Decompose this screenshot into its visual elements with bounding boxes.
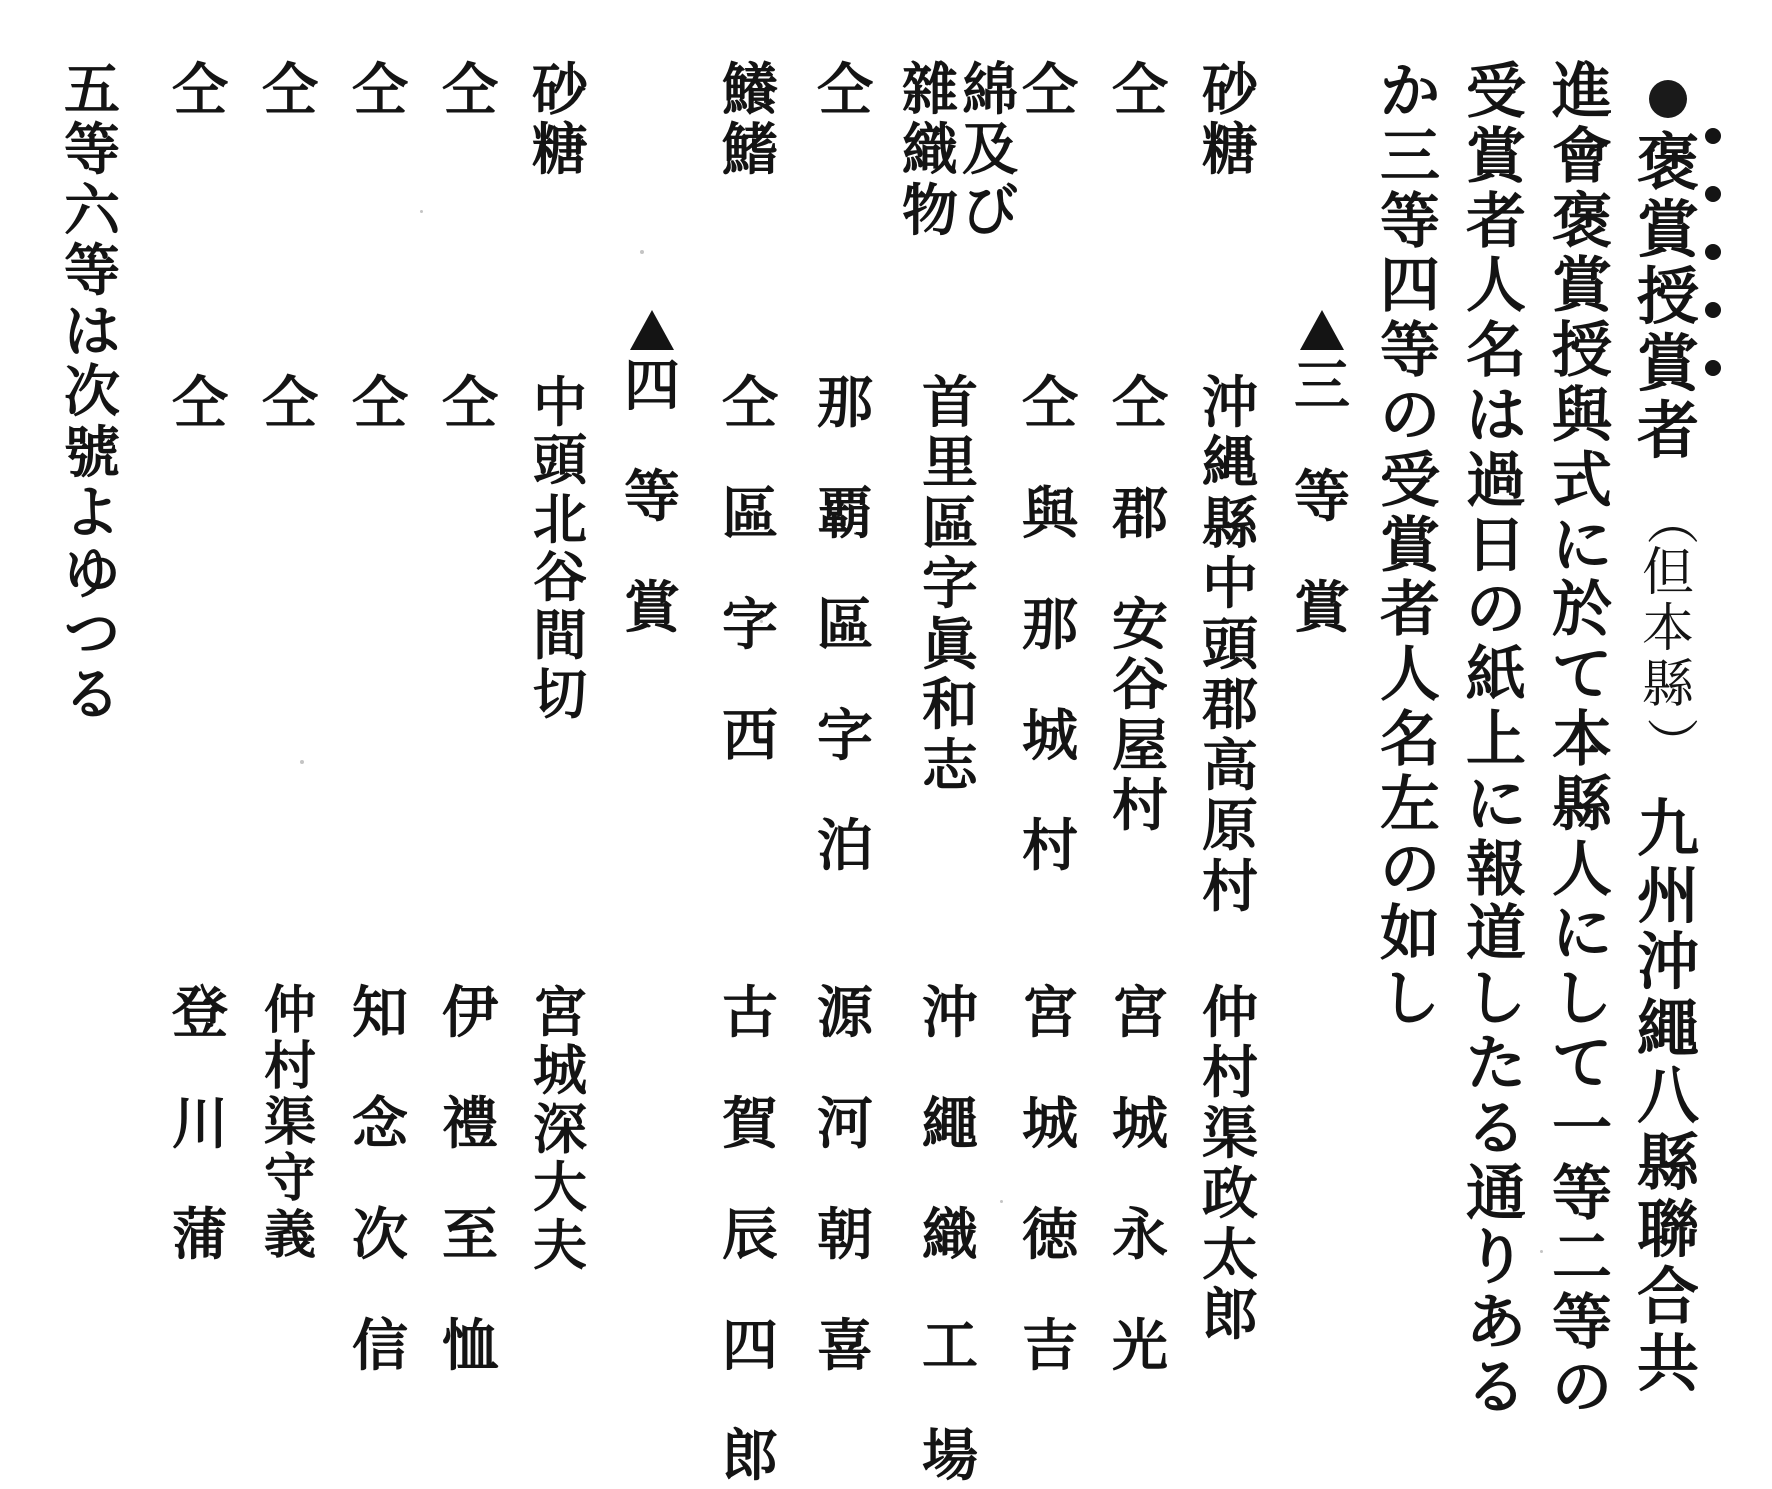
print-speck (420, 210, 423, 213)
entry-place: 首 里 區 字 眞 和 志 (922, 370, 978, 799)
emphasis-dot (1705, 128, 1721, 144)
article-heading-column (1636, 80, 1700, 1400)
entry-item: 仝 (352, 57, 408, 123)
entry-name: 源 河 朝 喜 (817, 980, 873, 1379)
heading-bullet-icon (1649, 80, 1687, 118)
footer-note: 五 等 六 等 は 次 號 よ ゆ つ る (64, 57, 120, 728)
entry-name: 宮 城 永 光 (1112, 980, 1168, 1379)
entry-item: 仝 (172, 57, 228, 123)
triangle-marker-icon (630, 310, 674, 350)
emphasis-dots (1705, 128, 1721, 376)
section-third-prize (1290, 310, 1354, 640)
triangle-marker-icon (1300, 310, 1344, 350)
entry-place: 仝 與 那 城 村 (1022, 370, 1078, 880)
emphasis-dot (1705, 244, 1721, 260)
entry-item: 仝 (817, 57, 873, 123)
section-title: 四 等 賞 (624, 353, 680, 641)
entry-place: 仝 (172, 370, 228, 436)
print-speck (640, 250, 644, 254)
entry-place: 中 頭 北 谷 間 切 (533, 370, 587, 726)
body-line: か 三 等 四 等 の 受 賞 者 人 名 左 の 如 し (1380, 57, 1440, 1035)
article-heading: 褒 賞 授 賞 者 (1636, 126, 1699, 467)
entry-item: 仝 (1022, 57, 1078, 123)
entry-item: 綿 及 び 雜 織 物 (902, 57, 1018, 244)
body-line: 受 賞 者 人 名 は 過 日 の 紙 上 に 報 道 し た る 通 り あ る (1466, 57, 1526, 1423)
entry-name: 知 念 次 信 (352, 980, 408, 1379)
entry-place: 仝 (352, 370, 408, 436)
body-line: 進 會 褒 賞 授 與 式 に 於 て 本 縣 人 に し て 一 等 二 等 の (1552, 57, 1612, 1423)
entry-name: 伊 禮 至 恤 (442, 980, 498, 1379)
entry-place: 仝 (442, 370, 498, 436)
entry-item: 鱶 鰭 (722, 57, 778, 184)
emphasis-dot (1705, 302, 1721, 318)
entry-item: 仝 (442, 57, 498, 123)
entry-item: 砂 糖 (532, 57, 588, 184)
entry-name: 古 賀 辰 四 郎 (722, 980, 778, 1489)
entry-item: 仝 (1112, 57, 1168, 123)
entry-place: 沖 縄 縣 中 頭 郡 高 原 村 (1202, 370, 1258, 920)
emphasis-dot (1705, 186, 1721, 202)
print-speck (300, 760, 304, 764)
entry-place: 仝 (262, 370, 318, 436)
section-title: 三 等 賞 (1294, 353, 1350, 641)
print-speck (1000, 1200, 1003, 1203)
entry-item: 砂 糖 (1202, 57, 1258, 184)
heading-note: （ 但 本 縣 ） (1640, 492, 1701, 770)
section-fourth-prize (620, 310, 684, 640)
entry-name: 沖 繩 織 工 場 (922, 980, 978, 1489)
entry-name: 宮 城 徳 吉 (1022, 980, 1078, 1379)
print-speck (1540, 1250, 1543, 1253)
heading-tail: 九 州 沖 繩 八 縣 聯 合 共 (1636, 791, 1699, 1401)
entry-name: 仲 村 渠 守 義 (263, 980, 316, 1266)
entry-place: 仝 區 字 西 (722, 370, 778, 769)
emphasis-dot (1705, 360, 1721, 376)
entry-item: 仝 (262, 57, 318, 123)
entry-name: 仲 村 渠 政 太 郎 (1202, 980, 1258, 1349)
entry-place: 那 覇 區 字 泊 (817, 370, 873, 880)
entry-name: 宮 城 深 大 夫 (533, 980, 587, 1278)
entry-name: 登 川 蒲 (172, 980, 228, 1268)
entry-place: 仝 郡 安 谷 屋 村 (1112, 370, 1168, 840)
